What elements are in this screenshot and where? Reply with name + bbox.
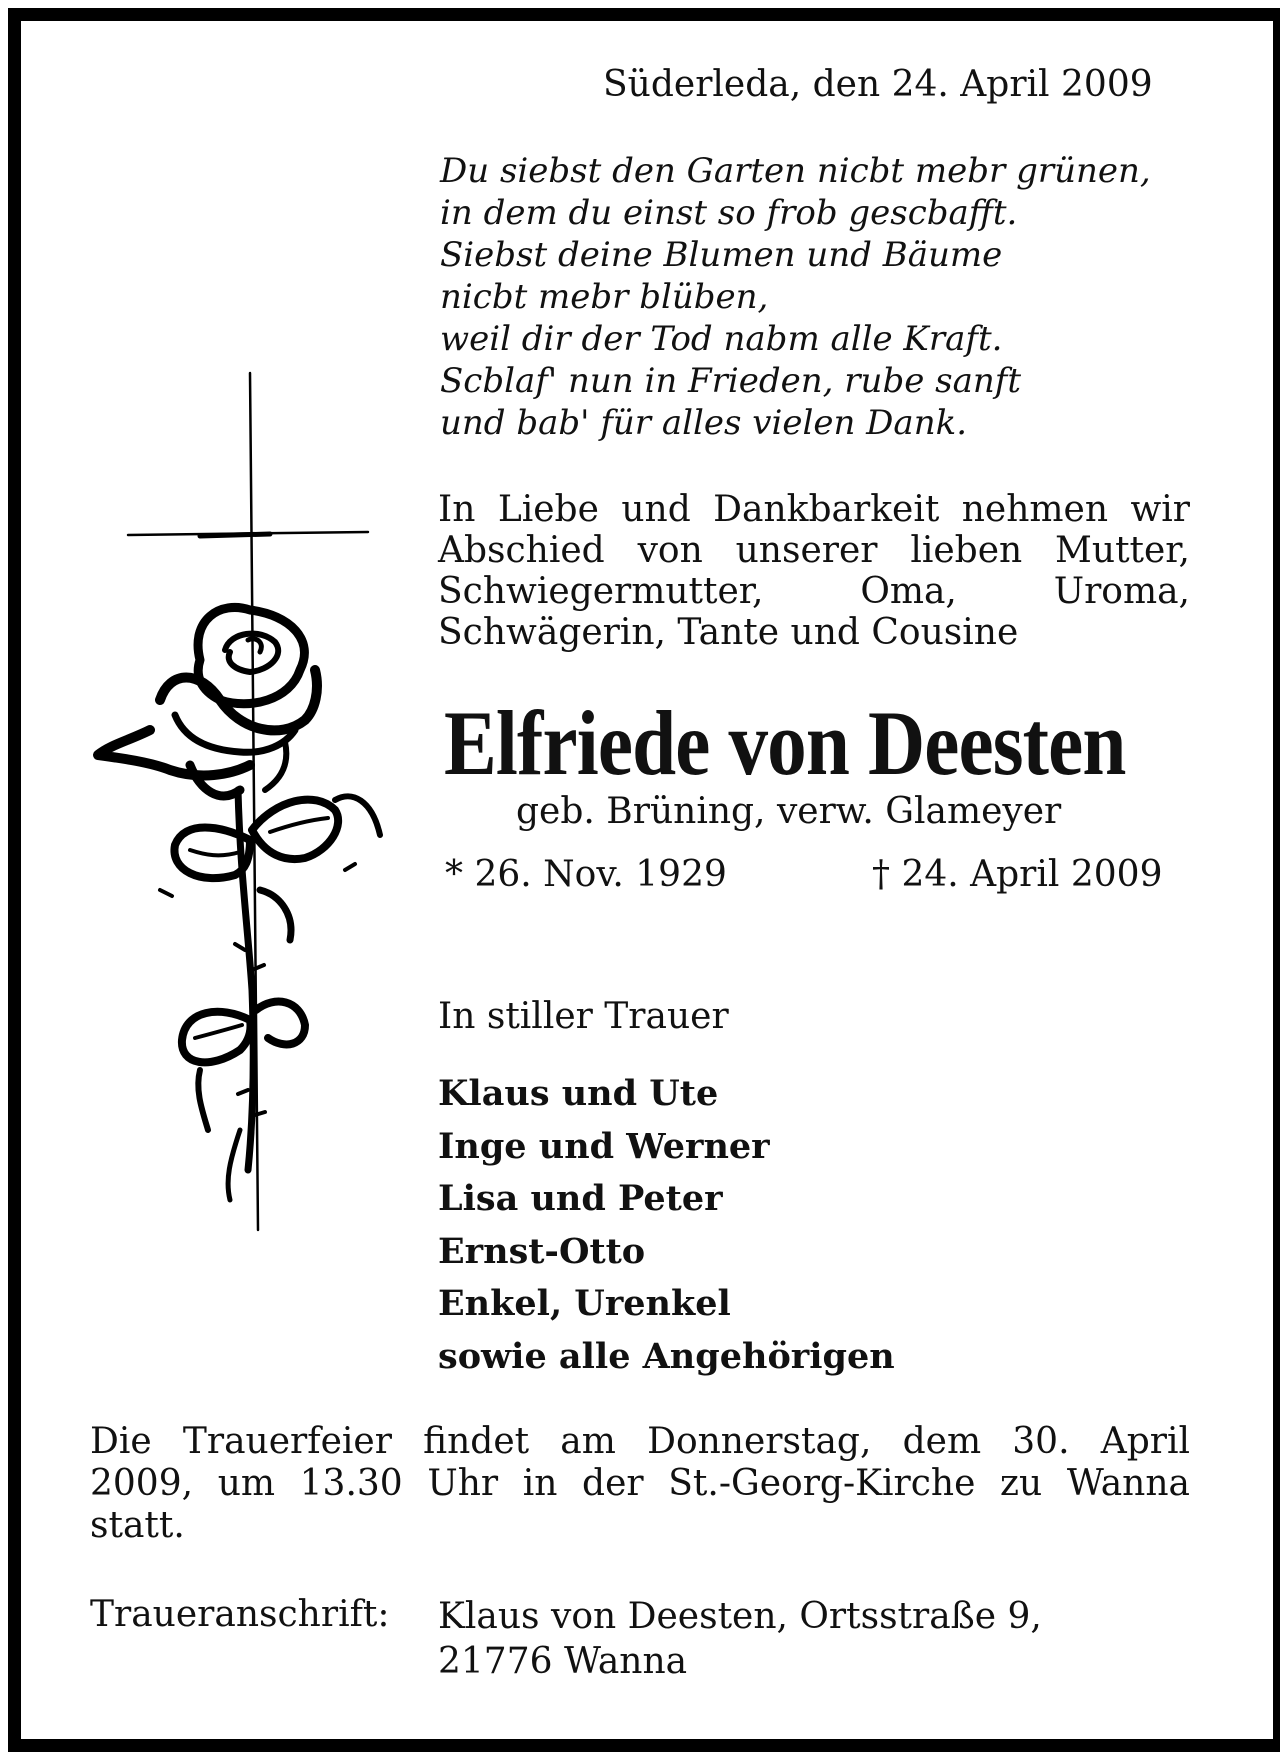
poem-line: weil dir der Tod nabm alle Kraft. (440, 319, 1003, 359)
mourners-list (438, 1068, 895, 1383)
mourning-heading: In stiller Trauer (438, 996, 729, 1037)
mourner-name: Ernst-Otto (438, 1230, 646, 1272)
poem-line: Siebst deine Blumen und Bäume (440, 235, 1003, 275)
place-date: Süderleda, den 24. April 2009 (603, 64, 1153, 105)
poem-line: in dem du einst so frob gescbafft. (440, 193, 1018, 233)
intro-line: Schwägerin, Tante und Cousine (438, 612, 1019, 653)
cross-rose-icon (90, 370, 410, 1240)
birth-name: geb. Brüning, verw. Glameyer (516, 791, 1062, 832)
ceremony-notice (90, 1421, 1190, 1547)
intro-line: Abschied von unserer lieben Mutter, (438, 530, 1190, 571)
poem-line: und bab' für alles vielen Dank. (440, 403, 967, 443)
ceremony-line: statt. (90, 1505, 185, 1546)
rose-blossom (98, 607, 317, 796)
mourner-name: Klaus und Ute (438, 1073, 719, 1114)
ceremony-line: Die Trauerfeier findet am Donnerstag, dem 30. April (90, 1421, 1190, 1462)
poem-line: Scblaf' nun in Frieden, rube sanft (440, 361, 1022, 401)
mourner-name: sowie alle Angehörigen (438, 1335, 895, 1377)
birth-date: * 26. Nov. 1929 (445, 854, 727, 895)
intro-line: Schwiegermutter, Oma, Uroma, (438, 571, 1190, 612)
intro-line: In Liebe und Dankbarkeit nehmen wir (438, 489, 1190, 530)
address-line: 21776 Wanna (438, 1641, 688, 1682)
rose-leaves (174, 796, 380, 1200)
poem-line: nicbt mebr blüben, (440, 277, 769, 317)
poem-line: Du siebst den Garten nicbt mebr grünen, (440, 151, 1151, 191)
death-date: † 24. April 2009 (872, 854, 1163, 895)
mourner-name: Enkel, Urenkel (438, 1283, 731, 1324)
poem (440, 150, 1151, 444)
address-line: Klaus von Deesten, Ortsstraße 9, (438, 1596, 1042, 1637)
mourning-address (438, 1594, 1042, 1684)
mourner-name: Lisa und Peter (438, 1178, 723, 1219)
mourner-name: Inge und Werner (438, 1125, 770, 1167)
deceased-name: Elfriede von Deesten (444, 692, 1126, 794)
ceremony-line: 2009, um 13.30 Uhr in der St.-Georg-Kirche zu Wanna (90, 1463, 1190, 1504)
address-label: Traueranschrift: (90, 1594, 390, 1635)
intro-text (438, 489, 1190, 653)
